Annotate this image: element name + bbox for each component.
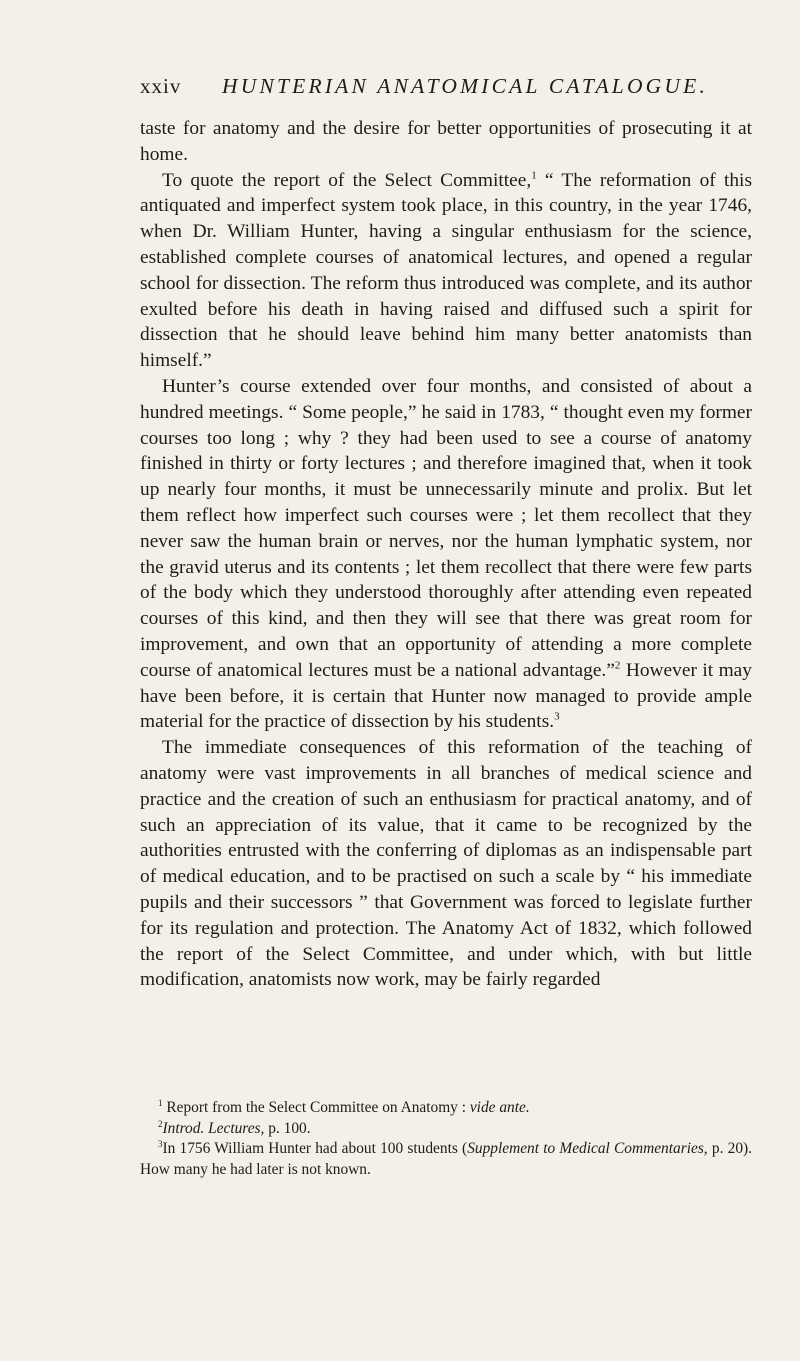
footnote-1-mark: 1 [158,1097,163,1108]
paragraph-1: taste for anatomy and the desire for better opportunities of prosecuting it at home. [140,118,752,165]
paragraph-3-text-a: Hunter’s course extended over four months, and consisted of about a hundred meetings. “ Some people,” he said in 1783, “ thought even my former courses too long ; why ? they had been used to see a course of anatomy finished in thirty or forty lectures ; and therefore imagined that, when it took up nearly four months, it must be unnecessarily minute and prolix. But let them reflect how imperfect such courses were ; let them recollect that they never saw the human brain or nerves, nor the human lymphatic system, nor the gravid uterus and its contents ; let them recollect that there were few parts of the body which they understood thoroughly after attending even repeated courses of this kind, and then they will see that there was great room for improvement, and own that an opportunity of attending a more complete course of anatomical lectures must be a national advantage.” [140,375,752,681]
footnote-2-italic: Introd. Lectures, [162,1119,265,1137]
footnote-2 [140,1119,752,1140]
body-text [140,116,752,993]
footnote-3-text-b: p. 20). How many he had later is not known. [140,1140,753,1178]
footnotes [140,1098,752,1180]
footnote-ref-3: 3 [554,710,560,723]
footnote-1-italic: vide ante. [469,1099,530,1116]
footnote-2-mark: 2 [158,1118,163,1129]
page-header [140,74,750,108]
paragraph-2-text-b: “ The reformation of this antiquated and imperfect system took place, in this country, in the year 1746, when Dr. William Hunter, having a singular enthusiasm for the science, established complete courses of anatomical lectures, and opened a regular school for dissection. The reform thus introduced was complete, and its author exulted before his death in having raised and diffused such a spirit for dissection that he should leave behind him many better anatomists than himself.” [140,169,752,372]
paragraph-3 [140,374,752,735]
footnote-ref-2: 2 [614,659,621,672]
footnote-1 [140,1098,752,1119]
paragraph-4: The immediate consequences of this reformation of the teaching of anatomy were vast improvements in all branches of medical science and practice and the creation of such an enthusiasm for practical anatomy, and of such an appreciation of its value, that it came to be recognized by the authorities entrusted with the conferring of diplomas as an indispensable part of medical education, and to be practised on such a scale by “ his immediate pupils and their successors ” that Government was forced to legislate further for its regulation and protection. The Anatomy Act of 1832, which followed the report of the Select Committee, and under which, with but little modification, anatomists now work, may be fairly regarded [140,737,752,991]
footnote-3-mark: 3 [158,1138,163,1149]
footnote-2-text: p. 100. [264,1119,311,1137]
page-number: xxiv [140,74,182,98]
paragraph-2-text-a: To quote the report of the Select Committee, [162,169,532,191]
footnote-3-italic: Supplement to Medical Commentaries, [467,1140,708,1157]
footnote-ref-1: 1 [531,169,537,182]
footnote-3 [140,1139,752,1180]
footnote-3-text-a: In 1756 William Hunter had about 100 students ( [162,1140,468,1157]
running-title: HUNTERIAN ANATOMICAL CATALOGUE. [222,74,709,98]
paragraph-2 [140,168,752,374]
footnote-1-text: Report from the Select Committee on Anatomy : [162,1099,470,1116]
paragraph-3-text-b: However it may have been before, it is certain that Hunter now managed to provide ample material for the practice of dissection by his students. [140,659,752,733]
